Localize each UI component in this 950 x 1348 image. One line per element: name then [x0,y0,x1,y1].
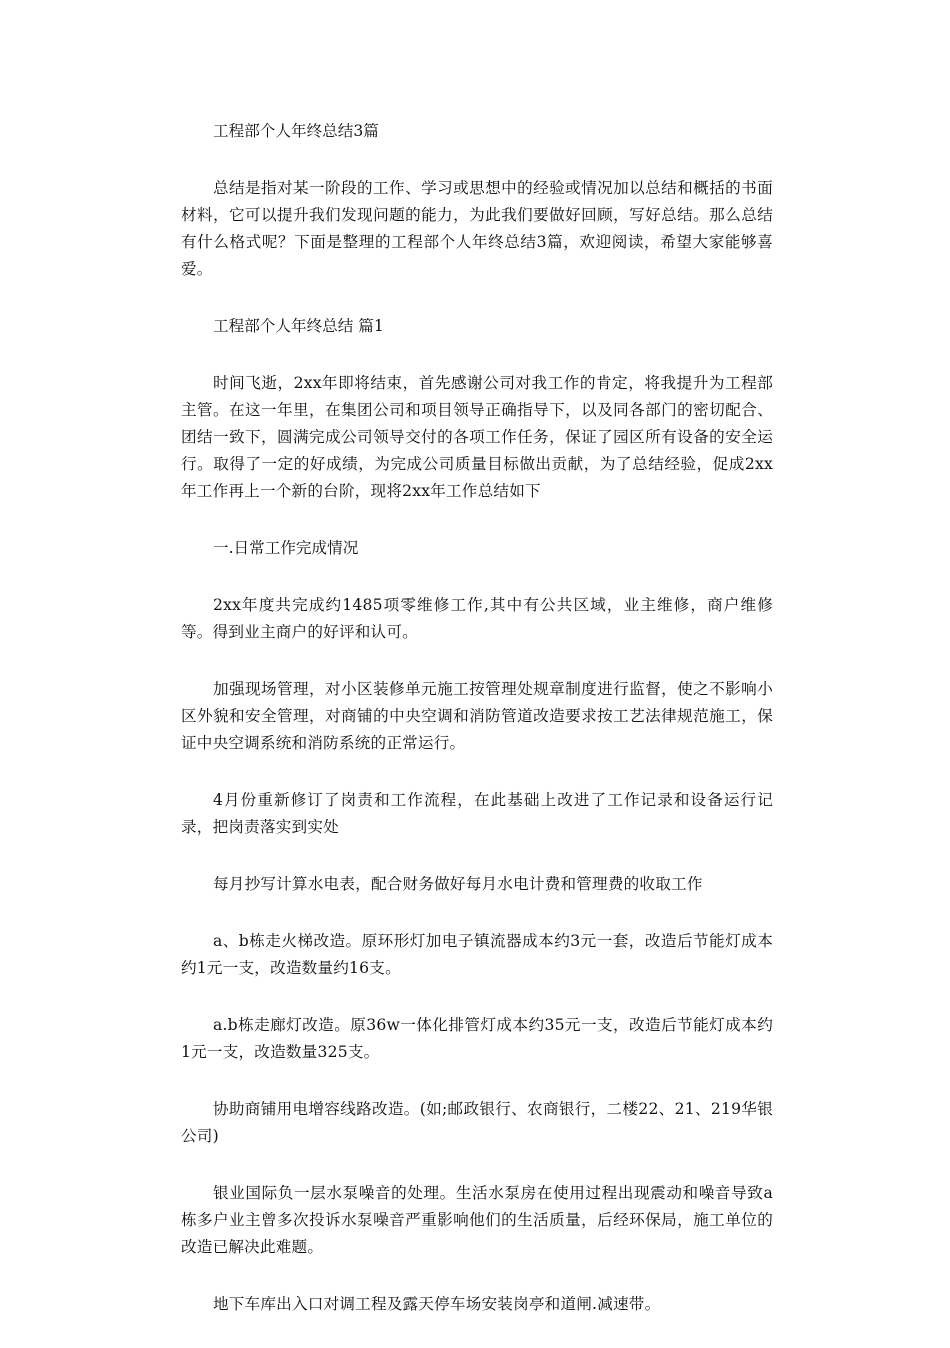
subsection-heading: 一.日常工作完成情况 [213,539,359,557]
body-paragraph: 地下车库出入口对调工程及露天停车场安装岗亭和道闸.减速带。 [213,1295,661,1313]
body-paragraph: 4月份重新修订了岗责和工作流程，在此基础上改进了工作记录和设备运行记录，把岗责落实到实处 [181,791,773,836]
body-paragraph: 2xx年度共完成约1485项零维修工作,其中有公共区域，业主维修，商户维修等。得到业主商户的好评和认可。 [181,596,773,641]
body-paragraph: 时间飞逝，2xx年即将结束，首先感谢公司对我工作的肯定，将我提升为工程部主管。在这一年里，在集团公司和项目领导正确指导下，以及同各部门的密切配合、团结一致下，圆满完成公司领导交付的各项工作任务，保证了园区所有设备的安全运行。取得了一定的好成绩，为完成公司质量目标做出贡献，为了总结经验，促成2xx年工作再上一个新的台阶，现将2xx年工作总结如下 [181,374,773,500]
body-paragraph: 银业国际负一层水泵噪音的处理。生活水泵房在使用过程出现震动和噪音导致a栋多户业主曾多次投诉水泵噪音严重影响他们的生活质量，后经环保局，施工单位的改造已解决此难题。 [181,1184,773,1256]
body-paragraph: 每月抄写计算水电表，配合财务做好每月水电计费和管理费的收取工作 [213,875,703,893]
document-page [181,118,773,1348]
body-paragraph: a、b栋走火梯改造。原环形灯加电子镇流器成本约3元一套，改造后节能灯成本约1元一支，改造数量约16支。 [181,932,773,977]
section-heading-part1: 工程部个人年终总结 篇1 [213,317,384,335]
document-title: 工程部个人年终总结3篇 [213,122,379,140]
intro-paragraph: 总结是指对某一阶段的工作、学习或思想中的经验或情况加以总结和概括的书面材料，它可以提升我们发现问题的能力，为此我们要做好回顾，写好总结。那么总结有什么格式呢？下面是整理的工程部个人年终总结3篇，欢迎阅读，希望大家能够喜爱。 [181,179,773,278]
body-paragraph: 协助商铺用电增容线路改造。(如;邮政银行、农商银行，二楼22、21、219华银公司) [181,1100,773,1145]
body-paragraph: 加强现场管理，对小区装修单元施工按管理处规章制度进行监督，使之不影响小区外貌和安全管理，对商铺的中央空调和消防管道改造要求按工艺法律规范施工，保证中央空调系统和消防系统的正常运行。 [181,680,773,752]
body-paragraph: a.b栋走廊灯改造。原36w一体化排管灯成本约35元一支，改造后节能灯成本约1元一支，改造数量325支。 [181,1016,773,1061]
